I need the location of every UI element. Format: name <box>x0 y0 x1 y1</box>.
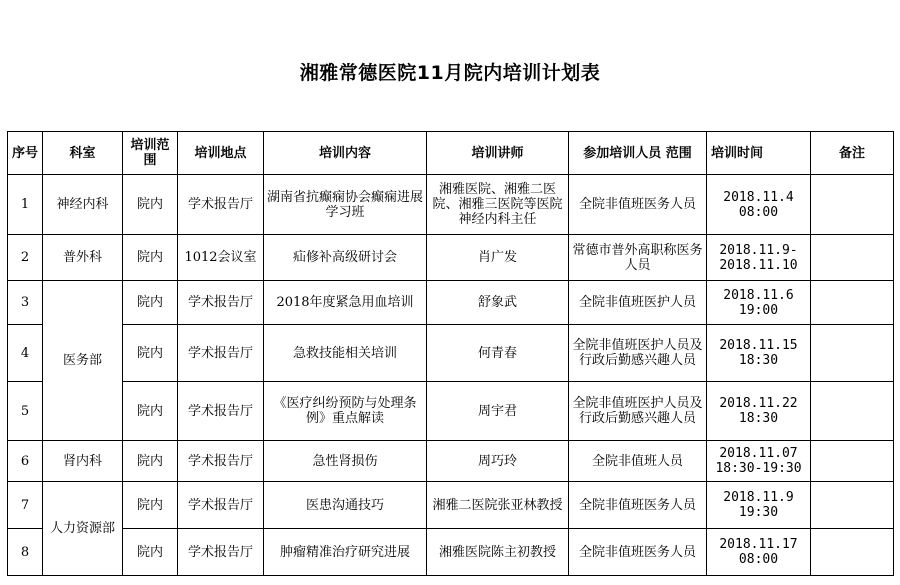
time-clock: 08:00 <box>738 204 779 220</box>
cell-location: 学术报告厅 <box>178 441 264 482</box>
cell-lecturer: 湘雅二医院张亚林教授 <box>427 482 569 529</box>
cell-notes <box>811 529 894 576</box>
cell-scope: 院内 <box>123 382 178 441</box>
time-date: 2018.11.07 <box>719 446 798 461</box>
header-dept: 科室 <box>43 132 123 175</box>
training-plan-table <box>7 131 894 576</box>
time-date: 2018.11.4 <box>723 189 794 205</box>
cell-participants: 全院非值班医务人员 <box>569 529 707 576</box>
time-clock: 19:00 <box>738 302 779 318</box>
cell-scope: 院内 <box>123 235 178 281</box>
header-location: 培训地点 <box>178 132 264 175</box>
cell-seq: 2 <box>8 235 43 281</box>
cell-content: 2018年度紧急用血培训 <box>264 281 427 325</box>
cell-participants: 全院非值班人员 <box>569 441 707 482</box>
cell-scope: 院内 <box>123 441 178 482</box>
cell-scope: 院内 <box>123 529 178 576</box>
time-date: 2018.11.17 <box>719 537 798 552</box>
cell-content: 急性肾损伤 <box>264 441 427 482</box>
cell-location: 学术报告厅 <box>178 382 264 441</box>
time-date: 2018.11.9 <box>723 490 794 505</box>
cell-seq: 6 <box>8 441 43 482</box>
table-header-row <box>8 132 894 175</box>
time-clock: 19:30 <box>738 505 779 520</box>
cell-participants: 全院非值班医护人员及行政后勤感兴趣人员 <box>569 325 707 382</box>
time-clock: 18:30 <box>738 411 779 426</box>
cell-notes <box>811 235 894 281</box>
time-date: 2018.11.9- <box>719 242 798 258</box>
cell-scope: 院内 <box>123 325 178 382</box>
cell-dept: 人力资源部 <box>43 482 123 576</box>
table-row <box>8 325 894 382</box>
cell-time <box>707 382 811 441</box>
time-date: 2018.11.15 <box>719 338 798 353</box>
cell-scope: 院内 <box>123 175 178 235</box>
cell-notes <box>811 441 894 482</box>
header-notes: 备注 <box>811 132 894 175</box>
time-date: 2018.11.6 <box>723 287 794 303</box>
cell-time <box>707 441 811 482</box>
cell-dept: 肾内科 <box>43 441 123 482</box>
table-row <box>8 482 894 529</box>
cell-participants: 常德市普外高职称医务人员 <box>569 235 707 281</box>
cell-location: 学术报告厅 <box>178 482 264 529</box>
cell-seq: 1 <box>8 175 43 235</box>
cell-time <box>707 281 811 325</box>
cell-seq: 8 <box>8 529 43 576</box>
cell-time <box>707 529 811 576</box>
cell-location: 学术报告厅 <box>178 175 264 235</box>
table-row <box>8 235 894 281</box>
cell-participants: 全院非值班医护人员及行政后勤感兴趣人员 <box>569 382 707 441</box>
cell-location: 学术报告厅 <box>178 325 264 382</box>
header-time: 培训时间 <box>707 132 811 175</box>
header-content: 培训内容 <box>264 132 427 175</box>
cell-lecturer: 肖广发 <box>427 235 569 281</box>
cell-notes <box>811 281 894 325</box>
table-row <box>8 382 894 441</box>
cell-content: 急救技能相关培训 <box>264 325 427 382</box>
time-clock: 18:30 <box>738 353 779 368</box>
cell-participants: 全院非值班医护人员 <box>569 281 707 325</box>
cell-seq: 4 <box>8 325 43 382</box>
cell-dept: 医务部 <box>43 281 123 441</box>
cell-dept: 普外科 <box>43 235 123 281</box>
cell-seq: 7 <box>8 482 43 529</box>
time-clock: 18:30-19:30 <box>715 461 802 476</box>
time-date: 2018.11.22 <box>719 396 798 411</box>
cell-time <box>707 175 811 235</box>
header-seq: 序号 <box>8 132 43 175</box>
time-clock: 08:00 <box>738 552 779 567</box>
cell-notes <box>811 482 894 529</box>
cell-content: 湖南省抗癫痫协会癫痫进展学习班 <box>264 175 427 235</box>
cell-time <box>707 325 811 382</box>
cell-dept: 神经内科 <box>43 175 123 235</box>
cell-seq: 3 <box>8 281 43 325</box>
cell-scope: 院内 <box>123 281 178 325</box>
cell-seq: 5 <box>8 382 43 441</box>
header-participants: 参加培训人员 范围 <box>569 132 707 175</box>
cell-scope: 院内 <box>123 482 178 529</box>
header-scope: 培训范围 <box>123 132 178 175</box>
cell-time <box>707 235 811 281</box>
table-row <box>8 441 894 482</box>
cell-lecturer: 何青春 <box>427 325 569 382</box>
cell-location: 学术报告厅 <box>178 529 264 576</box>
table-row <box>8 175 894 235</box>
header-lecturer: 培训讲师 <box>427 132 569 175</box>
cell-lecturer: 湘雅医院、湘雅二医院、湘雅三医院等医院神经内科主任 <box>427 175 569 235</box>
cell-content: 疝修补高级研讨会 <box>264 235 427 281</box>
page-title: 湘雅常德医院11月院内培训计划表 <box>299 62 601 84</box>
time-clock: 2018.11.10 <box>719 257 798 273</box>
cell-content: 医患沟通技巧 <box>264 482 427 529</box>
cell-content: 《医疗纠纷预防与处理条例》重点解读 <box>264 382 427 441</box>
cell-notes <box>811 382 894 441</box>
cell-lecturer: 湘雅医院陈主初教授 <box>427 529 569 576</box>
table-row <box>8 281 894 325</box>
cell-lecturer: 周宇君 <box>427 382 569 441</box>
cell-time <box>707 482 811 529</box>
cell-participants: 全院非值班医务人员 <box>569 482 707 529</box>
cell-notes <box>811 325 894 382</box>
cell-content: 肿瘤精准治疗研究进展 <box>264 529 427 576</box>
cell-lecturer: 周巧玲 <box>427 441 569 482</box>
cell-location: 1012会议室 <box>178 235 264 281</box>
cell-location: 学术报告厅 <box>178 281 264 325</box>
cell-participants: 全院非值班医务人员 <box>569 175 707 235</box>
table-row <box>8 529 894 576</box>
cell-notes <box>811 175 894 235</box>
cell-lecturer: 舒象武 <box>427 281 569 325</box>
